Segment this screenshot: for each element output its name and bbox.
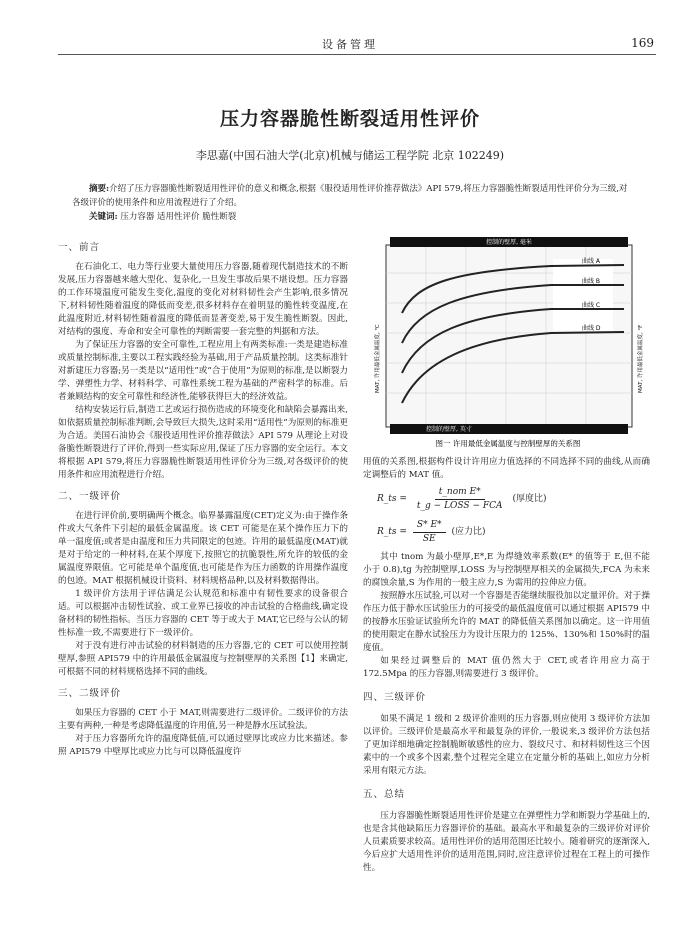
author-line: 李思嘉(中国石油大学(北京)机械与储运工程学院 北京 102249) <box>195 149 505 162</box>
section-1-heading: 一、前言 <box>58 242 101 253</box>
paragraph: 结构安装运行后,制造工艺或运行损伤造成的环境变化和缺陷会暴露出来,如依据质量控制标准判断,会导致巨大损失,这时采用“适用性”为原则的标准更为合适。美国石油协会《服役适用性评价推荐做法》API 579 从理论上对设备脆性断裂进行了评价,得到一些实际应用,保证了压力容器的安全运行。本文将根据 API 579,将压力容器脆性断裂适用性评价分为三级,对各级评价的使用条件和应用流程进行介绍。 <box>58 405 348 480</box>
abstract-text: 介绍了压力容器脆性断裂适用性评价的意义和概念,根据《服役适用性评价推荐做法》API 579,将压力容器脆性断裂适用性评价分为三级,对各级评价的使用条件和应用流程进行了介绍。 <box>72 184 628 208</box>
keywords-label: 关键词: <box>89 212 118 222</box>
paragraph: 用值的关系图,根据构件设计许用应力值选择的不同选择不同的曲线,从而确定调整后的 MAT 值。 <box>363 457 650 480</box>
page-number: 169 <box>631 36 654 50</box>
figure-svg <box>366 233 650 453</box>
formula2-note: (应力比) <box>451 527 486 537</box>
legend-box <box>553 259 613 331</box>
section-5-heading: 五、总结 <box>363 789 406 800</box>
paragraph: 如果经过调整后的 MAT 值仍然大于 CET,或者许用应力高于 172.5Mpa 的压力容器,则需要进行 3 级评价。 <box>363 656 650 679</box>
formula1-lhs: R_ts = <box>377 494 407 504</box>
paragraph: 按照静水压试验,可以对一个容器是否能继续服役加以定量评价。对于操作压力低于静水压试验压力的可接受的最低温度值可以通过根据 API579 中的按静水压验证试验所允许的 MAT 的降低值关系图加以确定。这一许用值的使用限定在静水试验压力为设计压限力的 125%、130%和 150%时的温度值。 <box>363 591 650 653</box>
curve-d-label: 曲线 D <box>582 325 601 332</box>
formula-stress-ratio <box>363 519 650 546</box>
right-axis-label: MAT, 许用最低金属温度, °F <box>638 324 644 393</box>
paragraph: 为了保证压力容器的安全可靠性,工程应用上有两类标准:一类是建造标准或质量控制标准,主要以工程实践经验为基础,用于产品质量控制。这类标准针对新建压力容器;另一类是以“适用性”或“合于使用”为原则的标准,是以断裂力学、弹塑性力学、材料科学、可靠性系统工程为基础的严密科学的标准。后者兼顾结构的安全可靠性和经济性,能够获得巨大的经济效益。 <box>58 340 348 402</box>
paragraph: 在石油化工、电力等行业要大量使用压力容器,随着现代制造技术的不断发展,压力容器越来越大型化、复杂化,一旦发生事故后果不堪设想。压力容器的工作环境温度可能发生变化,温度的变化对材料韧性会产生影响,很多情况下,材料韧性随着温度的降低而变差,很多材料存在着明显的脆性转变温度,在此温度附近,材料韧性随着温度的降低而显著变差,易于发生脆性断裂。因此,对结构的强度、寿命和安全可靠性的判断需要一套完整的判据和方法。 <box>58 262 348 337</box>
section-2-heading: 二、一级评价 <box>58 491 122 502</box>
paper-title: 压力容器脆性断裂适用性评价 <box>219 108 480 130</box>
section-3-heading: 三、二级评价 <box>58 688 122 699</box>
curve-a-label: 曲线 A <box>582 258 601 265</box>
formula1-denominator: t_g − LOSS − FCA <box>416 501 503 511</box>
keywords-text: 压力容器 适用性评价 脆性断裂 <box>120 212 237 222</box>
paragraph: 如果压力容器的 CET 小于 MAT,则需要进行二级评价。二级评价的方法主要有两种,一种是考虑降低温度的许用值,另一种是静水压试验法。 <box>58 708 348 731</box>
paragraph: 压力容器脆性断裂适用性评价是建立在弹塑性力学和断裂力学基础上的,也是含其他缺陷压力容器评价的基础。最高水平和最复杂的三级评价对评价人员素质要求较高。适用性评价的适用范围还比较小。随着研究的逐渐深入,今后应扩大适用性评价的适用范围,同时,应注意评价过程在工程上的可操作性。 <box>363 811 650 873</box>
formula-thickness-ratio <box>363 486 650 513</box>
bottom-axis-label: 控制的壁厚, 英寸 <box>426 426 472 433</box>
paragraph: 其中 tnom 为最小壁厚,E*,E 为焊缝效率系数(E* 的值等于 E,但不能小于 0.8),tg 为控制壁厚,LOSS 为与控制壁厚相关的金属损失,FCA 为未来的腐蚀余量,S 为作用的一般主应力,S 为需用的拉伸应力值。 <box>363 552 650 588</box>
formula1-note: (厚度比) <box>512 494 547 504</box>
paragraph: 在进行评价前,要明确两个概念。临界暴露温度(CET)定义为:由于操作条件或大气条件下引起的最低金属温度。该 CET 可能是在某个操作压力下的单一温度值;或者是由温度和压力共同限定的包迹。许用的最低温度(MAT)就是对于给定的一种材料,在某个厚度下,按照它的抗脆裂性,所允许的较低的金属温度界限值。它可能是单个温度值,也可能是作为压力函数的许用操作温度的包迹。MAT 根据机械设计资料、材料规格品种,以及材料数据得出。 <box>58 511 348 586</box>
paragraph: 对于压力容器所允许的温度降低值,可以通过壁厚比或应力比来描述。参照 API579 中壁厚比或应力比与可以降低温度许 <box>58 734 348 757</box>
formula1-numerator: t_nom E* <box>435 486 485 500</box>
formula2-denominator: SE <box>422 534 436 544</box>
curve-c-label: 曲线 C <box>582 302 601 309</box>
figure-mat-chart <box>366 233 650 453</box>
figure-caption: 图一 许用最低金属温度与控制壁厚的关系图 <box>435 439 581 448</box>
curve-b-label: 曲线 B <box>582 278 601 285</box>
right-column <box>363 456 650 875</box>
formula2-numerator: S* E* <box>413 519 446 533</box>
top-axis-label: 控制的壁厚, 毫米 <box>486 239 532 246</box>
page-header <box>0 32 700 58</box>
left-axis-label: MAT, 许用最低金属温度, ℃ <box>375 324 381 393</box>
paragraph: 1 级评价方法用于评估满足公认规范和标准中有韧性要求的设备很合适。可以根据冲击韧性试验、或工业界已接收的冲击试验的合格曲线,确定设备材料的韧性指标。当压力容器的 CET 等于或大于 MAT,它已经与公认的韧性标准一致,不需要进行下一级评价。 <box>58 589 348 638</box>
abstract-block <box>72 182 632 224</box>
abstract-label: 摘要: <box>89 184 110 194</box>
journal-name: 设备管理 <box>322 38 378 51</box>
paragraph: 如果不满足 1 级和 2 级评价准则的压力容器,则应使用 3 级评价方法加以评价。三级评价是最高水平和最复杂的评价,一般说来,3 级评价方法包括了更加详细地确定控制脆断敏感性的应力、裂纹尺寸、和材料韧性这三个因素中的一个或多个因素,整个过程完全建立在定量分析的基础上,如应力分析采用有限元方法。 <box>363 714 650 776</box>
paragraph: 对于没有进行冲击试验的材料制造的压力容器,它的 CET 可以使用控制壁厚,参照 API579 中的许用最低金属温度与控制壁厚的关系图【1】来确定,可根据不同的材料规格选择不同的曲线。 <box>58 641 348 677</box>
header-rule <box>58 54 656 55</box>
left-column <box>58 241 348 759</box>
section-4-heading: 四、三级评价 <box>363 692 427 703</box>
formula2-lhs: R_ts = <box>377 527 407 537</box>
